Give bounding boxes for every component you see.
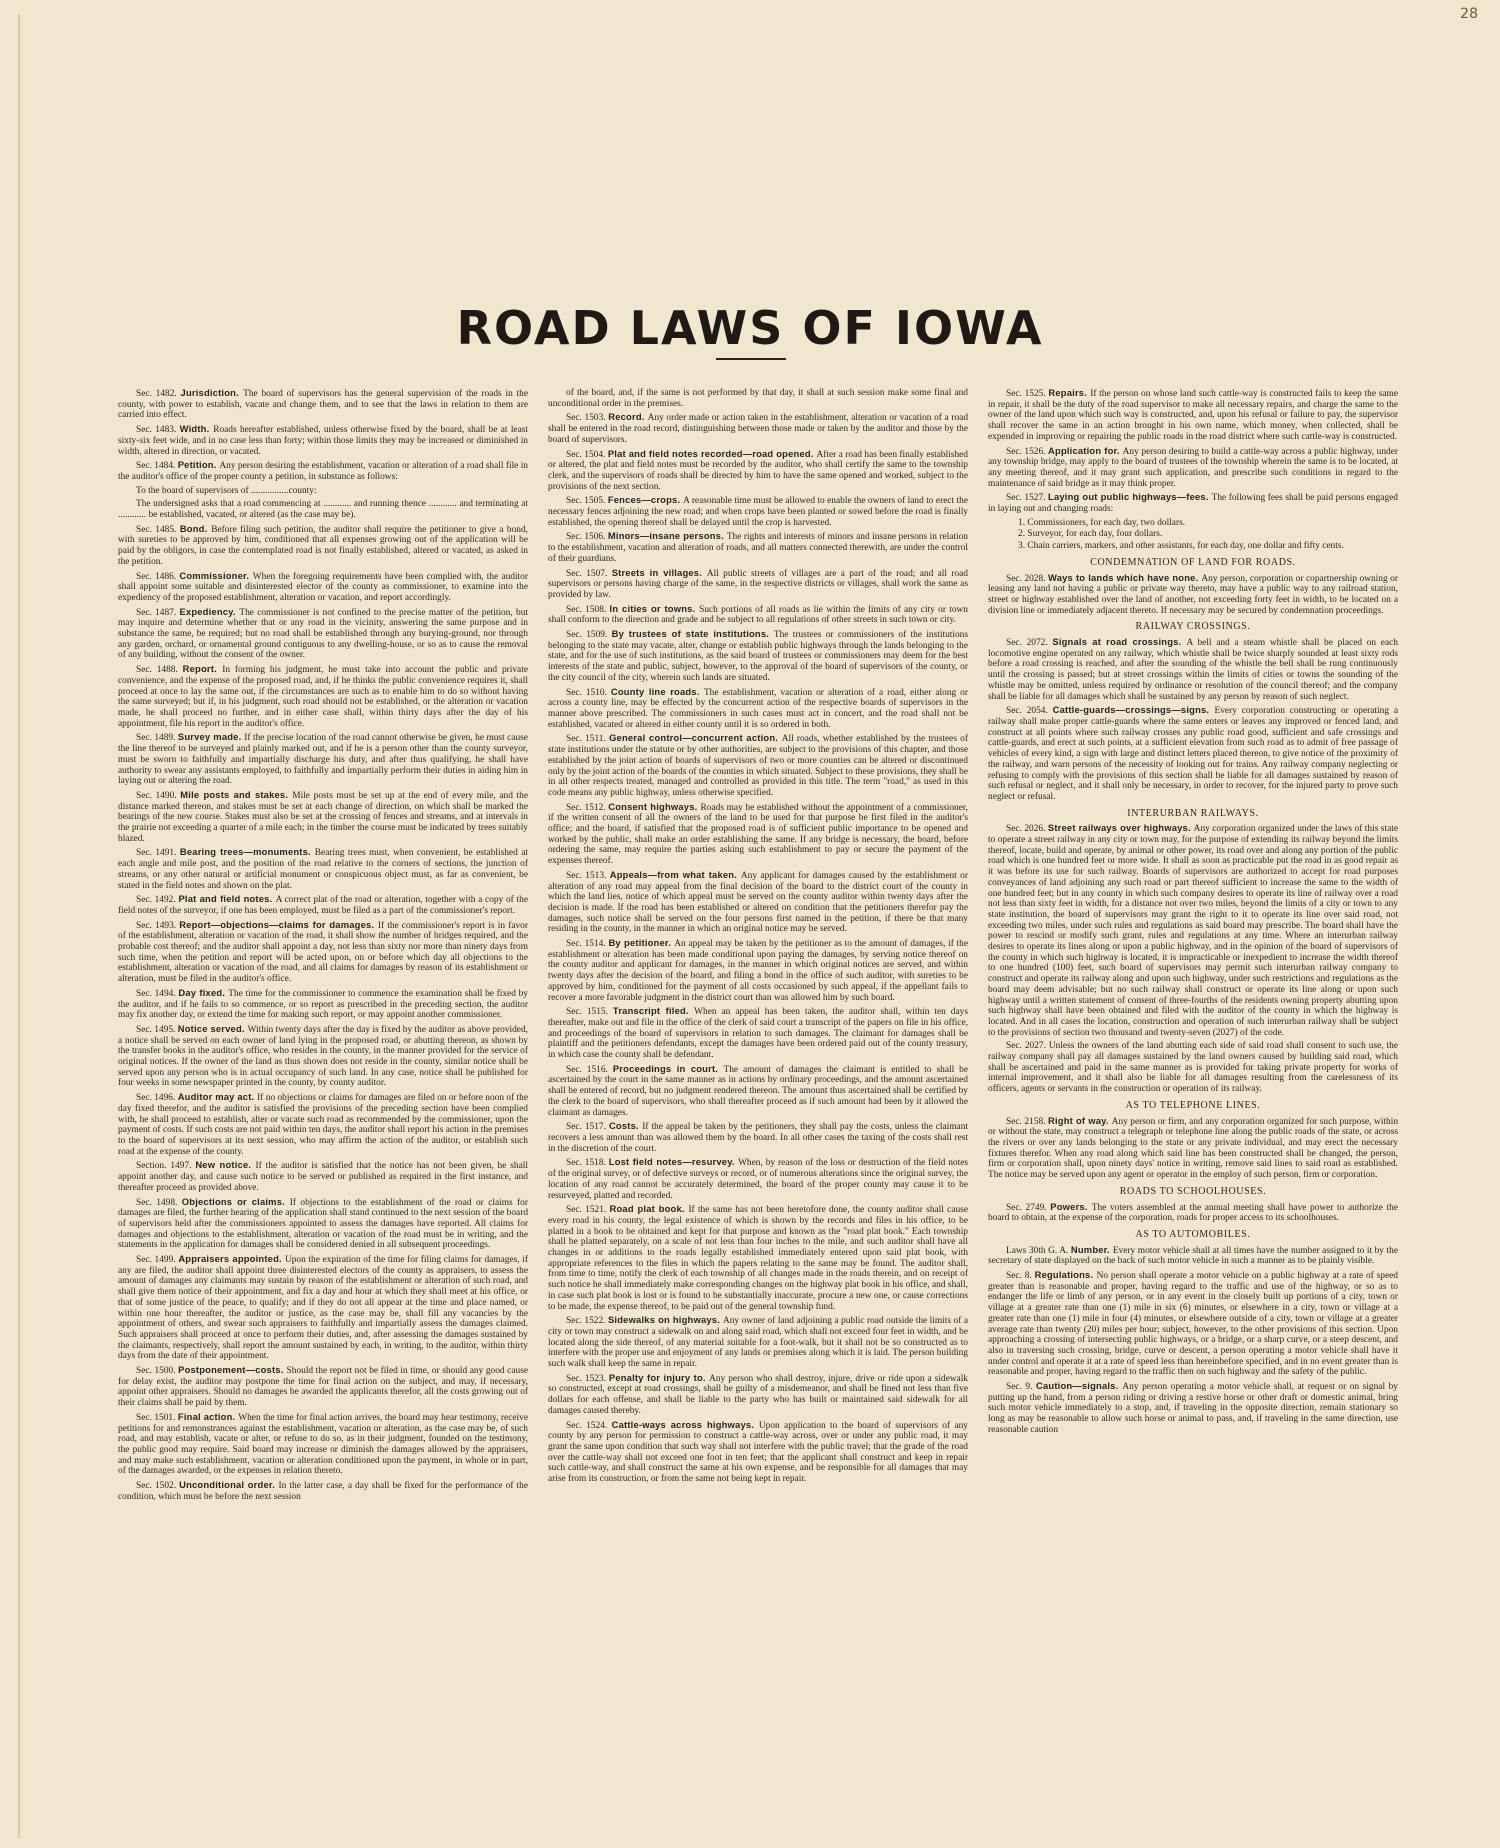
- section-heading: Report.: [182, 663, 223, 675]
- section-text: Any applicant for damages caused by the establishment or alteration of any road may appeal from the final decision of the board to the district court of the county in which the land lies, notice of which appeal must be served on the county auditor within twenty days after the decision is made. If the road has been established or altered on condition that the petitioners therefor pay the damages, such notice shall be served on the four persons first named in the petition, if there be that many residing in the county, in the manner in which an original notice may be served.: [548, 870, 968, 935]
- section-text: The following fees shall be paid persons engaged in laying out and changing roads:: [988, 493, 1398, 515]
- section-number: Sec. 2027.: [1006, 1041, 1049, 1052]
- column-2: [548, 388, 968, 1828]
- section-number: Sec. 1523.: [566, 1373, 609, 1384]
- section-text: Should the report not be filed in time, or should any good cause for delay exist, the auditor may postpone the time for final action on the subject, and may, if necessary, appoint other appraisers. Should no damages be awarded the applicants therefor, all the costs growing out of their claims shall be paid by them.: [118, 1366, 528, 1409]
- section-heading: County line roads.: [610, 685, 704, 697]
- section-text: If the commissioner's report is in favor of the establishment, alteration or vacation of the road, it shall show the number of bridges required, and the probable cost thereof; and the auditor shall appoint a day, not less than sixty nor more than ninety days from such time, when the petition and report will be acted upon, on or before which day all objections to the establishment, alteration or vacation of the road, and all claims for damages by reason of its establishment or alteration, must be filed in the auditor's office.: [118, 920, 528, 985]
- section-heading: Plat and field notes.: [178, 893, 276, 905]
- law-section: [548, 1420, 968, 1485]
- section-number: Sec. 2158.: [1006, 1116, 1049, 1127]
- section-text: If the precise location of the road cannot otherwise be given, he must cause the line thereof to be surveyed and plainly marked out, and if he is a person other than the county surveyor, must be sworn to faithfully and impartially discharge his duty, and after thus qualifying, he shall have authority to swear any assistants employed, to faithfully and impartially perform their duties in aiding him in laying out or altering the road.: [118, 733, 528, 787]
- fee-list-item: 1. Commissioners, for each day, two dollars.: [1018, 517, 1186, 528]
- law-section: [118, 1092, 528, 1157]
- section-number: Sec. 1502.: [136, 1481, 180, 1492]
- section-text: The commissioner is not confined to the precise matter of the petition, but may inquire and determine whether that or any road in the vicinity, answering the same purpose and in substance the same, be required; but no road shall be established through any burying-ground, nor through any garden, orchard, or ornamental ground contiguous to any dwelling-house, or so as to cause the removal of any building, without the consent of the owner.: [118, 607, 528, 661]
- section-text: If the auditor is satisfied that the notice has not been given, he shall appoint another day, and cause such notice to be served or published as required in the first instance, and thereafter proceed as provided above.: [118, 1161, 528, 1193]
- section-number: Sec. 1505.: [566, 496, 608, 507]
- section-heading: Final action.: [177, 1410, 239, 1422]
- section-number: Sec. 1524.: [566, 1420, 612, 1431]
- law-section: [548, 870, 968, 935]
- law-section: [118, 388, 528, 421]
- law-section: [548, 604, 968, 626]
- section-heading: Powers.: [1050, 1200, 1092, 1212]
- section-text: Any order made or action taken in the establishment, alteration or vacation of a road shall be entered in the road record, distinguishing between those made or taken by the auditor and those by the board of supervisors.: [548, 413, 968, 445]
- law-section: [548, 388, 968, 409]
- section-heading: Objections or claims.: [181, 1195, 290, 1207]
- law-section: [548, 629, 968, 684]
- section-heading: Application for.: [1048, 444, 1123, 456]
- section-number: Sec. 1515.: [566, 1007, 613, 1018]
- law-section: [118, 499, 528, 520]
- section-heading: New notice.: [195, 1159, 256, 1171]
- section-text: Any owner of land adjoining a public road outside the limits of a city or town may construct a sidewalk on and along said road, which shall not exceed four feet in width, and be located along the side thereof, of any material suitable for a foot-walk, but it shall not be so constructed as to interfere with the proper use and enjoyment of any lands or premises along which it is laid. The person building such walk shall keep the same in repair.: [548, 1316, 968, 1370]
- law-section: [548, 1315, 968, 1370]
- section-text: Every motor vehicle shall at all times have the number assigned to it by the secretary of state displayed on the back of such motor vehicle in such a manner as to be plainly visible.: [988, 1245, 1398, 1267]
- section-number: Sec. 1501.: [136, 1412, 178, 1423]
- law-section: [118, 1412, 528, 1477]
- section-heading: Bearing trees—monuments.: [179, 846, 315, 858]
- law-section: [118, 424, 528, 457]
- law-section: [118, 460, 528, 482]
- section-number: Sec. 1527.: [1006, 493, 1049, 504]
- law-section: [988, 1116, 1398, 1181]
- section-text: Bearing trees must, when convenient, be established at each angle and mile post, and the position of the road relative to the corners of sections, the junction of streams, or any other natural or artificial monument or conspicuous object must, as far as convenient, be stated in the field notes and shown on the plat.: [118, 848, 528, 891]
- section-heading: Unconditional order.: [179, 1479, 279, 1491]
- law-section: [548, 1204, 968, 1312]
- section-heading: Width.: [179, 423, 214, 435]
- section-number: Sec. 1518.: [566, 1158, 609, 1169]
- section-heading: Appraisers appointed.: [178, 1253, 285, 1265]
- section-text: All public streets of villages are a part of the road; and all road supervisors or persons having charge of the same, in the respective districts or villages, shall work the same as provided by law.: [548, 568, 968, 600]
- section-heading: Notice served.: [177, 1022, 248, 1034]
- section-heading: Right of way.: [1048, 1114, 1112, 1126]
- section-text: When an appeal has been taken, the auditor shall, within ten days thereafter, make out and file in the office of the clerk of said court a transcript of the papers on file in his office, and proceedings of the board of supervisors in relation to such damages. The claimant for damages shall be plaintiff and the petitioners defendants, except the damages have been ordered paid out of the county treasury, in which case the county shall be defendant.: [548, 1007, 968, 1061]
- section-number: Sec. 2026.: [1006, 824, 1048, 835]
- column-1: [118, 388, 528, 1828]
- law-section: [548, 531, 968, 564]
- section-heading: Cattle-ways across highways.: [611, 1418, 759, 1430]
- section-text: Any person desiring the establishment, vacation or alteration of a road shall file in the auditor's office of the proper county a petition, in substance as follows:: [118, 461, 528, 482]
- section-number: Sec. 1510.: [566, 687, 611, 698]
- section-text: Upon application to the board of supervisors of any county by any person for permission to construct a cattle-way across, over or under any public road, it may grant the same upon condition that such way shall not interfere with the public travel; that the grade of the road over the cattle-way shall not exceed one foot in ten feet; that the applicant shall construct and keep in repair such cattle-way, and shall construct the same at his own expense, and be responsible for all damages that may arise from its construction, or from the same not being kept in repair.: [548, 1420, 968, 1485]
- law-section: [118, 664, 528, 729]
- section-number: Sec. 1499.: [136, 1255, 179, 1266]
- section-heading: Cattle-guards—crossings—signs.: [1052, 704, 1215, 716]
- section-number: Sec. 1495.: [136, 1024, 178, 1035]
- section-number: Sec. 1489.: [136, 733, 178, 744]
- section-number: Sec. 1516.: [566, 1064, 613, 1075]
- law-section: [988, 705, 1398, 802]
- fee-list-item: 2. Surveyor, for each day, four dollars.: [1018, 529, 1163, 540]
- section-text: The trustees or commissioners of the institutions belonging to the state may vacate, alter, change or establish public highways through the lands belonging to the state, and for the use of such institutions, as the said board of trustees or commissioners may deem for the best interests of the state and public, subject, however, to the approval of the board of supervisors of the county, or the city council of the city, wherein such lands are situated.: [548, 630, 968, 683]
- law-section: [988, 388, 1398, 443]
- section-text: If the appeal be taken by the petitioners, they shall pay the costs, unless the claimant recovers a less amount than was allowed them by the board. In all other cases the taxing of the costs shall rest in the discretion of the court.: [548, 1122, 968, 1154]
- section-text: To the board of supervisors of ................county:: [136, 485, 317, 496]
- law-section: [548, 802, 968, 867]
- law-section: [988, 1202, 1398, 1224]
- section-subheading: AS TO TELEPHONE LINES.: [1125, 1099, 1261, 1111]
- law-section: [988, 1270, 1398, 1378]
- law-section: [548, 568, 968, 601]
- section-number: Sec. 1526.: [1006, 446, 1049, 457]
- section-number: Sec. 1504.: [566, 449, 608, 460]
- law-section: [118, 988, 528, 1021]
- section-text: Within twenty days after the day is fixed by the auditor as above provided, a notice shall be served on each owner of land lying in the proposed road, or abutting thereon, as shown by the transfer books in the auditor's office, who resides in the county, in the manner provided for the service of original notices. If the owner of the land as thus shown does not reside in the county, similar notice shall be served upon any person who is in actual occupancy of such land. In any case, notice shall be published for four weeks in some newspaper printed in the county, by county auditor.: [118, 1024, 528, 1089]
- section-text: Any person operating a motor vehicle shall, at request or on signal by putting up the hand, from a person riding or driving a restive horse or other draft or domestic animal, bring such motor vehicle immediately to a stop, and, if traveling in the opposite direction, remain stationary so long as may be reasonable to allow such horse or animal to pass, and, if traveling in the same direction, use reasonable caution: [988, 1382, 1398, 1435]
- section-text: of the board, and, if the same is not performed by that day, it shall at such session make some final and unconditional order in the premises.: [548, 388, 968, 409]
- section-text: The time for the commissioner to commence the examination shall be fixed by the auditor, and if he fails to so commence, or so report as prescribed in the preceding section, the auditor may fix another day, or extend the time for making such report, or may appoint another commissioner.: [118, 988, 528, 1021]
- section-text: In forming his judgment, he must take into account the public and private convenience, and the expense of the proposed road, and, if he thinks the public convenience requires it, shall proceed at once to lay the same out, if the circumstances are such as to enable him to do so without having the same surveyed; but if, in his judgment, such road should not be established, or the alteration or vacation made, he shall proceed no further, and in either case shall, within thirty days after the day of his appointment, file his report in the auditor's office.: [118, 665, 528, 729]
- section-number: Sec. 1522.: [566, 1316, 608, 1327]
- section-heading: Mile posts and stakes.: [180, 788, 293, 800]
- section-subheading: CONDEMNATION OF LAND FOR ROADS.: [1090, 556, 1296, 568]
- section-text: If objections to the establishment of the road or claims for damages are filed, the further hearing of the application shall stand continued to the next session of the board of supervisors held after the commissioners appointed to assess the damages have reported. All claims for damages and objections to the establishment, alteration or vacation of the road must be in writing, and the statements in the application for damages shall be considered denied in all subsequent proceedings.: [118, 1197, 528, 1251]
- law-section: [988, 573, 1398, 617]
- section-heading: Expediency.: [179, 605, 240, 617]
- law-section: [548, 733, 968, 798]
- section-number: Sec. 2028.: [1006, 573, 1049, 584]
- title-rule: [716, 358, 786, 360]
- section-subheading: ROADS TO SCHOOLHOUSES.: [1119, 1185, 1267, 1197]
- law-section: [118, 571, 528, 604]
- section-number: Sec. 1491.: [136, 848, 180, 859]
- section-heading: Road plat book.: [609, 1203, 689, 1215]
- section-subheading: RAILWAY CROSSINGS.: [1135, 621, 1251, 633]
- section-text: When the time for final action arrives, the board may hear testimony, receive petitions for and remonstrances against the establishment, vacation or alteration, as the case may be, of such road, and may establish, vacate or alter, or refuse to do so, as in their judgment, founded on the testimony, the public good may require. Said board may increase or diminish the damages allowed by the appraisers, and may make such establishment, vacation or alteration conditioned upon the payment, in whole or in part, of the damages awarded, or the expenses in relation thereto.: [118, 1412, 528, 1477]
- law-section: [988, 492, 1398, 514]
- section-heading: Laying out public highways—fees.: [1048, 491, 1212, 503]
- section-text: The establishment, vacation or alteration of a road, either along or across a county line, may be effected by the concurrent action of the respective boards of supervisors in the manner above prescribed. The commissioners in such cases must act in concert, and the road shall not be established, vacated or altered in either county until it is so ordered in both.: [548, 687, 968, 730]
- section-number: Sec. 1492.: [136, 895, 179, 906]
- section-text: In the latter case, a day shall be fixed for the performance of the condition, which must be before the next session: [118, 1481, 528, 1502]
- law-section: [118, 1365, 528, 1409]
- law-section: [118, 607, 528, 662]
- law-section: [548, 1064, 968, 1119]
- section-heading: Transcript filed.: [612, 1005, 695, 1017]
- section-heading: Postponement—costs.: [178, 1364, 287, 1376]
- section-heading: Bond.: [179, 522, 212, 534]
- section-number: Sec. 1498.: [136, 1197, 182, 1208]
- section-text: If the person on whose land such cattle-way is constructed fails to keep the same in repair, it shall be the duty of the road supervisor to make all necessary repairs, and charge the same to the owner of the land upon which such way is constructed, and, upon his refusal or failure to pay, the supervisor shall recover the same in an action brought in his own name, which money, when collected, shall be expended in improving or repairing the public roads in the road district where such cattle-way is constructed.: [988, 389, 1398, 442]
- section-text: All roads, whether established by the trustees of state institutions under the statute or by other authorities, are subject to the provisions of this chapter, and those established by the joint action of boards of supervisors of two or more counties can be altered or discontinued only by the joint action of the boards of the counties in which situated. Subject to these provisions, they shall be in all other respects treated, managed and controlled as provided in this title. The term "road," as used in this code means any public highway, unless otherwise specified.: [548, 734, 968, 798]
- law-section: [118, 1480, 528, 1502]
- law-section: [548, 495, 968, 528]
- section-number: Sec. 1511.: [566, 734, 610, 745]
- column-3: [988, 388, 1398, 1828]
- section-text: An appeal may be taken by the petitioner as to the amount of damages, if the establishment or alteration has been made conditional upon paying the damages, by serving notice thereof on the county auditor and applicant for damages, in the manner in which original notices are served, and within twenty days after the decision of the board, and filing a bond in the office of such auditor, with sureties to be approved by him, conditioned for the payment of all costs occasioned by such appeal, if the appellant fails to recover a more favorable judgment in the district court than was allowed him by such board.: [548, 939, 968, 1003]
- section-heading: Plat and field notes recorded—road opened.: [607, 447, 817, 459]
- section-number: Sec. 2072.: [1006, 638, 1053, 649]
- section-text: The rights and interests of minors and insane persons in relation to the establishment, vacation and alteration of roads, and all matters connected therewith, are under the control of their guardians.: [548, 532, 968, 564]
- section-number: Sec. 1493.: [136, 920, 180, 931]
- section-text: Unless the owners of the land abutting each side of said road shall consent to such use, the railway company shall pay all damages sustained by the land owners caused by building said road, which shall be ascertained and paid in the same manner as is provided for taking private property for works of internal improvement, and it shall also be liable for all damages resulting from the carelessness of its officers, agents or servants in the construction or operation of its railway.: [988, 1041, 1398, 1095]
- section-text: Any person or firm, and any corporation organized for such purpose, within or without the state, may construct a telegraph or telephone line along the public roads of the state, or across the rivers or over any lands belonging to the state or any private individual, and may erect the necessary fixtures therefor. When any road along which said line has been constructed shall be changed, the person, firm or corporation shall, upon ninety days' notice in writing, remove said lines to said road as established. The notice may be served upon any agent or operator in the employ of such person, firm or corporation.: [988, 1116, 1398, 1181]
- section-heading: Commissioner.: [179, 569, 253, 581]
- section-number: Sec. 1517.: [566, 1122, 609, 1133]
- section-heading: Petition.: [177, 459, 220, 471]
- section-text: The amount of damages the claimant is entitled to shall be ascertained by the court in the same manner as in actions by ordinary proceedings, and the amount ascertained shall be entered of record, but no judgment rendered thereon. The amount thus ascertained shall be certified by the clerk to the board of supervisors, who shall thereafter proceed as if such amount had been by it allowed the claimant as damages.: [548, 1064, 968, 1118]
- section-number: Sec. 1494.: [136, 988, 179, 999]
- law-section: [988, 1245, 1398, 1267]
- law-section: [548, 687, 968, 731]
- section-text: After a road has been finally established or altered, the plat and field notes must be recorded by the auditor, who shall certify the same to the township clerk, and the supervisors of roads shall be directed by him to have the same opened and worked, subject to the provisions of the next section.: [548, 449, 968, 492]
- section-subheading: INTERURBAN RAILWAYS.: [1127, 807, 1259, 819]
- section-number: Sec. 1482.: [136, 389, 181, 399]
- section-text: Before filing such petition, the auditor shall require the petitioner to give a bond, with sureties to be approved by him, conditioned that all expenses growing out of the application will be paid by the obligors, in case the contemplated road is not finally established, altered or vacated, as asked in the petition.: [118, 524, 528, 567]
- section-heading: Proceedings in court.: [612, 1062, 724, 1074]
- law-section: [118, 894, 528, 916]
- section-number: Sec. 2749.: [1006, 1202, 1051, 1213]
- section-text: If no objections or claims for damages are filed on or before noon of the day fixed therefor, and the auditor is satisfied the provisions of the preceding section have been complied with, he shall proceed to establish, alter or vacate such road as recommended by the commissioner, upon the payment of costs. If such costs are not paid within ten days, the auditor shall report his action in the premises to the board of supervisors at its next session, who may affirm the action of the auditor, or establish such road at the expense of the county.: [118, 1093, 528, 1157]
- section-text: When, by reason of the loss or destruction of the field notes of the original survey, or of defective surveys or record, or of numerous alterations since the original survey, the location of any road cannot be accurately determined, the board of the proper county may cause it to be resurveyed, platted and recorded.: [548, 1158, 968, 1201]
- section-heading: Fences—crops.: [607, 494, 684, 506]
- section-text: If the same has not been heretofore done, the county auditor shall cause every road in his county, the legal existence of which is shown by the records and files in his office, to be platted in a book to be obtained and kept for that purpose and known as the "road plat book." Each township shall be platted separately, on a scale of not less than four inches to the mile, and such auditor shall have all changes in or additions to the roads legally established immediately entered upon said plat book, with appropriate references to the files in which the papers relating to the same may be found. The auditor shall, from time to time, notify the clerk of each township of all changes made in the roads therein, and on receipt of such notice he shall immediately make corresponding changes on the highway plat book in his office, and shall, in case such plat book is lost or is found to be substantially inaccurate, procure a new one, or cause corrections to be made, the expense thereof, to be paid out of the general township fund.: [548, 1205, 968, 1312]
- section-text: The board of supervisors has the general supervision of the roads in the county, with power to establish, vacate and change them, and to see that the laws in relation to them are carried into effect.: [118, 389, 528, 421]
- section-number: Sec. 1488.: [136, 665, 183, 676]
- section-number: Sec. 1490.: [136, 790, 181, 801]
- section-text: Any person desiring to build a cattle-way across a public highway, under any township bridge, may apply to the board of trustees of the township wherein the same is to be located, at any meeting thereof, and it may grant such application, and prescribe such conditions in regard to the maintenance of said bridge as it may think proper.: [988, 446, 1398, 489]
- section-number: Sec. 1500.: [136, 1366, 179, 1377]
- section-number: Sec. 1485.: [136, 524, 180, 535]
- section-heading: Penalty for injury to.: [608, 1371, 710, 1383]
- law-section: [548, 938, 968, 1003]
- law-section: [118, 1197, 528, 1252]
- law-section: [548, 412, 968, 445]
- fee-list-item: 3. Chain carriers, markers, and other assistants, for each day, one dollar and fifty cents.: [1018, 541, 1344, 552]
- law-section: [548, 1373, 968, 1417]
- section-heading: Repairs.: [1048, 388, 1091, 398]
- section-heading: By trustees of state institutions.: [611, 628, 774, 640]
- section-number: Sec. 1509.: [566, 630, 612, 641]
- section-heading: In cities or towns.: [609, 602, 700, 614]
- section-number: Sec. 1487.: [136, 607, 180, 618]
- section-heading: Survey made.: [177, 731, 245, 743]
- section-number: Sec. 1507.: [566, 568, 612, 579]
- page-title: ROAD LAWS OF IOWA: [456, 300, 1044, 355]
- section-text: Upon the expiration of the time for filing claims for damages, if any are filed, the auditor shall appoint three disinterested electors of the county as appraisers, to assess the amount of damages any claimants may sustain by reason of the establishment or alteration of such road, and shall give them notice of their appointment, and fix a day and hour at which they shall meet at his office, or that of some justice of the peace, to qualify; and if they do not all appear at the time and place named, or within one hour thereafter, the auditor or justice, as the case may be, shall fill any vacancies by the appointment of others, and swear such appraisers to faithfully and impartially assess the damages claimed. Such appraisers shall proceed at once to perform their duties, and, after assessing the damages sustained by the claimants, respectively, shall report the amount sustained by each, in writing, to the auditor, within thirty days from the date of their appointment.: [118, 1255, 528, 1362]
- law-section: [548, 449, 968, 493]
- section-heading: Record.: [608, 411, 648, 423]
- law-section: [118, 847, 528, 891]
- section-text: A correct plat of the road or alteration, together with a copy of the field notes of the surveyor, if one has been employed, must be filed as a part of the commissioner's report.: [118, 895, 528, 916]
- section-heading: Jurisdiction.: [180, 388, 244, 398]
- law-section: [118, 790, 528, 845]
- section-heading: Streets in villages.: [611, 566, 707, 578]
- section-number: Sec. 2054.: [1006, 706, 1053, 717]
- section-text: Every corporation constructing or operating a railway shall make proper cattle-guards where the same enters or leaves any improved or fenced land, and construct at all points where such railway crosses any public road good, sufficient and safe crossings and cattle-guards, and erect at such points, at a sufficient elevation from such road as to admit of free passage of vehicles of every kind, a sign with large and distinct letters placed thereon, to give notice of the proximity of the railway, and warn persons of the necessity of looking out for trains. Any railway company neglecting or refusing to comply with the provisions of this section shall be liable for all damages sustained by reason of such refusal or neglect, and it shall only be necessary, in order to recover, for the injured party to prove such neglect or refusal.: [988, 706, 1398, 802]
- law-section: [988, 823, 1398, 1038]
- section-number: Sec. 8.: [1006, 1271, 1035, 1282]
- section-text: When the foregoing requirements have been complied with, the auditor shall appoint some suitable and disinterested elector of the county as commissioner, to examine into the expediency of the proposed establishment, alteration or vacation, and report accordingly.: [118, 571, 528, 603]
- law-section: [548, 1157, 968, 1201]
- law-section: [988, 1041, 1398, 1095]
- law-section: [118, 1254, 528, 1362]
- section-heading: Street railways over highways.: [1047, 822, 1194, 834]
- text-columns: [118, 388, 1398, 1828]
- section-number: Sec. 9.: [1006, 1382, 1037, 1393]
- section-number: Sec. 1484.: [136, 461, 178, 472]
- section-heading: General control—concurrent action.: [609, 732, 782, 744]
- section-number: Sec. 1521.: [566, 1205, 610, 1216]
- section-text: The voters assembled at the annual meeting shall have power to authorize the board to obtain, at the expense of the corporation, roads for proper access to its schoolhouses.: [988, 1202, 1398, 1224]
- section-number: Section. 1497.: [136, 1161, 196, 1172]
- law-section: [118, 1024, 528, 1089]
- section-heading: Ways to lands which have none.: [1048, 571, 1202, 583]
- section-heading: Auditor may act.: [177, 1091, 258, 1103]
- section-text: A reasonable time must be allowed to enable the owners of land to erect the necessary fences adjoining the new road; and when crops have been planted or sowed before the road is finally established, the opening thereof shall be delayed until the crop is harvested.: [548, 496, 968, 528]
- section-text: Roads hereafter established, unless otherwise fixed by the board, shall be at least sixty-six feet wide, and in no case less than forty; within those limits they may be increased or diminished in width, altered in direction, or vacated.: [118, 425, 528, 457]
- section-heading: Number.: [1070, 1243, 1113, 1255]
- law-section: [118, 732, 528, 787]
- section-number: Sec. 1508.: [566, 604, 610, 615]
- section-text: The undersigned asks that a road commencing at ............ and running thence ............ and terminating at ............ be established, vacated, or altered (as the case may be).: [118, 499, 528, 521]
- section-subheading: AS TO AUTOMOBILES.: [1135, 1228, 1251, 1240]
- law-section: [118, 1160, 528, 1193]
- section-text: Mile posts must be set up at the end of every mile, and the distance marked thereon, and stakes must be set at each change of direction, on which shall be marked the bearings of the new course. Stakes must also be set at the crossing of fences and streams, and at intervals in the prairie not exceeding a quarter of a mile each; in the timber the course must be indicated by trees suitably blazed.: [118, 790, 528, 844]
- section-number: Sec. 1525.: [1006, 389, 1049, 399]
- section-number: Sec. 1506.: [566, 532, 608, 543]
- section-heading: Regulations.: [1034, 1269, 1097, 1281]
- section-text: A bell and a steam whistle shall be placed on each locomotive engine operated on any railway, which whistle shall be twice sharply sounded at least sixty rods before a road crossing is reached, and after the sounding of the whistle the bell shall be rung continuously until the crossing is passed; but at street crossings within the limits of cities or towns the sounding of the whistle may be omitted, unless required by ordinance or resolution of the council thereof; and the company shall be liable for all damages which shall be sustained by any person by reason of such neglect.: [988, 638, 1398, 702]
- section-number: Sec. 1514.: [566, 939, 609, 950]
- section-text: Any person who shall destroy, injure, drive or ride upon a sidewalk so constructed, except at road crossings, shall be guilty of a misdemeanor, and shall be fined not less than five dollars for each offense, and shall be liable to the party who has built or maintained said sidewalk for all damages caused thereby.: [548, 1373, 968, 1416]
- section-heading: Caution—signals.: [1036, 1380, 1123, 1392]
- law-section: [548, 1121, 968, 1154]
- section-heading: Consent highways.: [608, 800, 701, 812]
- section-number: Sec. 1503.: [566, 413, 609, 424]
- section-heading: Sidewalks on highways.: [607, 1314, 723, 1326]
- law-section: [988, 446, 1398, 490]
- fee-list: [988, 518, 1398, 552]
- law-section: [118, 486, 528, 497]
- section-number: Sec. 1512.: [566, 802, 609, 813]
- law-section: [988, 637, 1398, 702]
- section-text: Any corporation organized under the laws of this state to operate a street railway in any city or town may, for the purpose of extending its railway beyond the limits thereof, locate, build and operate, by animal or other power, its road over and along any portion of the public road which is one hundred feet or more wide. It shall as soon as practicable put the road in as good repair as it was before its use for such railway. Boards of supervisors are authorized to accept for road purposes conveyances of land adjoining any such road or part thereof sufficient to increase the same to the width of one hundred feet; but in any county in which such company desires to operate its line of railway over a road not less than sixty feet in width, for a distance not over two miles, beyond the limits of a city or town to any state institution, the board of supervisors may grant the right to it to operate its line over said road, not exceeding two miles, under such rules and regulations as said board may prescribe. The board shall have the power to rescind or modify such grant, rules and regulations at any time. Where an interurban railway desires to operate its lines along or upon a public highway, and in the opinion of the board of supervisors of the county in which such highway is located, it is impracticable or inexpedient to increase the width thereof to one hundred (100) feet, such board of supervisors may permit such interurban railway company to construct and operate its railway along and upon such highway, under such restrictions and regulations as the board may deem advisable; but no such railway shall construct or operate its line along or upon such highway until a written statement of consent of three-fourths of the residents owning property abutting upon such highway shall have been obtained and filed with the auditor of the county in which the highway is located. And in all cases the location, construction and operation of such interurban railway shall be subject to the provisions of section two thousand and twenty-seven (2027) of the code.: [988, 824, 1398, 1038]
- section-number: Sec. 1513.: [566, 870, 610, 881]
- law-section: [118, 524, 528, 568]
- section-number: Sec. 1483.: [136, 425, 180, 436]
- section-text: No person shall operate a motor vehicle on a public highway at a rate of speed greater than is reasonable and proper, having regard to the traffic and use of the highway, or so as to endanger the life or limb of any person, or in any event in the closely built up portions of a city, town or village at a greater rate than one (1) mile in six (6) minutes, or elsewhere in a city, town or village at a greater rate than one (1) mile in four (4) minutes, or elsewhere outside of a city, town or village at a greater average rate than twenty (20) miles per hour; subject, however, to the other provisions of this section. Upon approaching a crossing of intersecting public highways, or a bridge, or a sharp curve, or a steep descent, and also in traversing such crossing, bridge, curve or descent, a person operating a motor vehicle shall have it under control and operate it at a rate of speed less than hereinbefore specified, and in no event greater than is reasonable and proper, having regard to the traffic then on such highway and the safety of the public.: [988, 1271, 1398, 1378]
- section-heading: Appeals—from what taken.: [609, 868, 741, 880]
- section-number: Sec. 1496.: [136, 1093, 178, 1104]
- section-text: Such portions of all roads as lie within the limits of any city or town shall conform to the direction and grade and be subject to all regulations of other streets in such town or city.: [548, 604, 968, 626]
- law-section: [548, 1006, 968, 1061]
- section-heading: Signals at road crossings.: [1052, 636, 1187, 648]
- section-heading: Costs.: [608, 1120, 643, 1132]
- section-text: Any person, corporation or copartnership owning or leasing any land not having a public or private way thereto, may have a public way to any railroad station, street or highway established over the land of another, not exceeding forty feet in width, to be located on a division line or immediately adjacent thereto. If necessary may be secured by condemnation proceedings.: [988, 573, 1398, 616]
- section-heading: Report—objections—claims for damages.: [179, 918, 378, 930]
- law-section: [988, 1381, 1398, 1436]
- section-heading: Lost field notes—resurvey.: [608, 1156, 739, 1168]
- page-number: 28: [1460, 6, 1478, 22]
- section-number: Sec. 1486.: [136, 571, 180, 582]
- section-heading: Minors—insane persons.: [607, 530, 727, 542]
- section-heading: By petitioner.: [608, 937, 675, 949]
- section-number: Laws 30th G. A.: [1006, 1245, 1071, 1256]
- section-text: Roads may be established without the appointment of a commissioner, if the written consent of all the owners of the land to be used for that purpose be first filed in the auditor's office; and the board, if satisfied that the proposed road is of sufficient public importance to be opened and worked by the public, shall make an order establishing the same. If any bridge is necessary, the board, before ordering the same, may require the parties asking such establishment to pay or secure the payment of the expenses thereof.: [548, 802, 968, 867]
- law-section: [118, 920, 528, 985]
- section-heading: Day fixed.: [178, 986, 229, 998]
